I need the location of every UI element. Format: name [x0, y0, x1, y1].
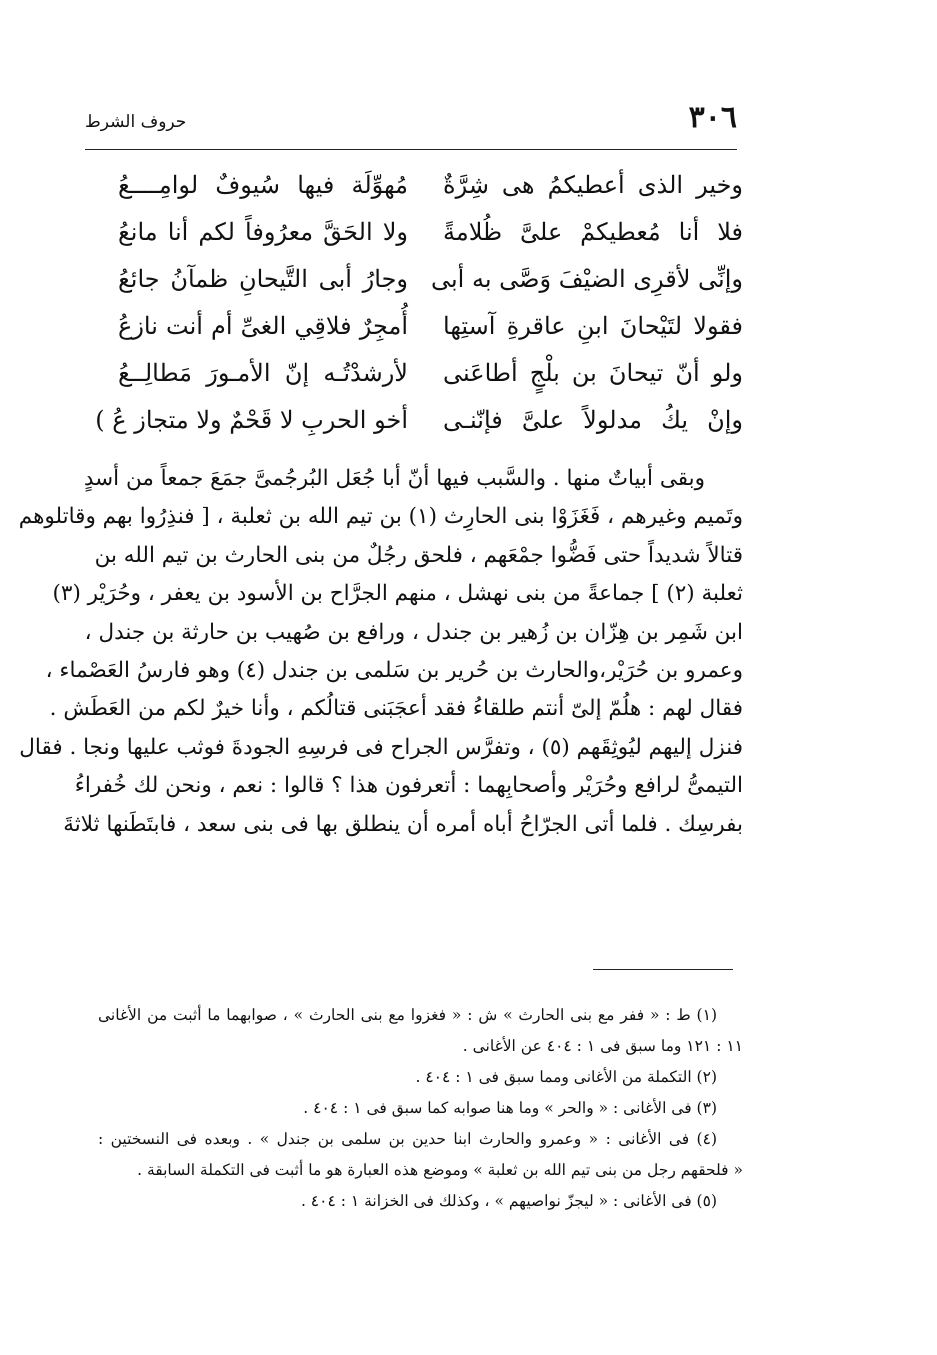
verse-second-hemistich: وجارُ أبى التَّيحانِ ظمآنُ جائعُ — [118, 265, 408, 293]
footnote-line: (٤) فى الأغانى : « وعمرو والحارث ابنا حدين بن سلمى بن جندل » . وبعده فى النسختين : — [98, 1130, 717, 1148]
verse — [98, 303, 743, 350]
paragraph-line: ثعلبة (٢) ] جماعةً من بنى نهشل ، منهم الجرَّاح بن الأسود بن يعفر ، وحُرَيْر (٣) — [52, 581, 743, 607]
footnote-line: « فلحقهم رجل من بنى تيم الله بن ثعلبة » وموضع هذه العبارة هو ما أثبت فى التكملة السابقة . — [137, 1161, 743, 1179]
verse — [98, 209, 743, 256]
paragraph-line: وعمرو بن حُرَيْر،والحارث بن حُرير بن سَلمى بن جندل (٤) وهو فارسُ العَصْماء ، — [45, 657, 743, 683]
verse-second-hemistich: أخو الحربِ لا قَحْمٌ ولا متجاز عُ ) — [95, 406, 408, 434]
verse-first-hemistich: وخير الذى أعطيكمُ هى شِرَّةٌ — [443, 171, 743, 199]
verse — [98, 350, 743, 397]
header-rule — [85, 149, 737, 150]
verse — [95, 397, 743, 444]
page-header — [85, 100, 737, 140]
paragraph-line: بفرسِك . فلما أتى الجرّاحُ أباه أمره أن ينطلق بها فى بنى سعد ، فابتَطَنها ثلاثةَ — [63, 811, 743, 837]
footnotes — [98, 1000, 743, 1217]
verse-second-hemistich: مُهوِّلَة فيها سُيوفٌ لوامِــــعُ — [118, 171, 408, 199]
paragraph-line: فنزل إليهم ليُوثِقَهم (٥) ، وتفرَّس الجراح فى فرسِهِ الجودةَ فوثب عليها ونجا . فقال — [19, 734, 743, 760]
footnote-rule — [593, 969, 733, 970]
paragraph-line: فقال لهم : هلُمّ إلىّ أنتم طلقاءُ فقد أعجَبَنى قتالُكم ، وأنا خيرٌ لكم من العَطَش . — [49, 696, 743, 722]
verse — [98, 256, 743, 303]
body-paragraph — [18, 460, 743, 844]
paragraph-line: ابن شَمِر بن هِزّان بن زُهير بن جندل ، ورافع بن صُهيب بن حارثة بن جندل ، — [84, 619, 743, 645]
footnote-line: (١) ط : « ففر مع بنى الحارث » ش : « فغزوا مع بنى الحارث » ، صوابهما ما أثبت من الأغانى — [98, 1006, 717, 1024]
verse-second-hemistich: أُمجِرٌ فلاقِي الغىِّ أم أنت نازعُ — [118, 312, 408, 340]
verse — [98, 162, 743, 209]
verse-first-hemistich: وإنْ يكُ مدلولاً علىَّ فإنّنـى — [443, 406, 743, 434]
poem-block — [95, 162, 743, 444]
paragraph-line: وبقى أبياتٌ منها . والسَّبب فيها أنّ أبا جُعَل البُرجُمىَّ جمَعَ جمعاً من أسدٍ — [83, 466, 705, 491]
page-number: ٣٠٦ — [688, 100, 737, 135]
verse-first-hemistich: وإنِّى لأقرِى الضيْفَ وَصَّى به أبى — [430, 265, 743, 293]
footnote-line: (٣) فى الأغانى : « والحر » وما هنا صوابه كما سبق فى ١ : ٤٠٤ . — [303, 1099, 717, 1117]
footnote-line: (٢) التكملة من الأغانى ومما سبق فى ١ : ٤٠٤ . — [415, 1068, 717, 1086]
paragraph-line: وتَميم وغيرهم ، فَغَزَوْا بنى الحارِث (١) بن تيم الله بن ثعلبة ، [ فنذِرُوا بهم وقاتلوهم — [18, 504, 743, 530]
verse-second-hemistich: لأرشدْتُـه إنّ الأمـورَ مَطالِــعُ — [118, 359, 408, 387]
paragraph-line: قتالاً شديداً حتى فَضُّوا جمْعَهم ، فلحق رجُلٌ من بنى الحارث بن تيم الله بن — [94, 542, 743, 568]
running-head: حروف الشرط — [85, 112, 187, 132]
footnote-line: (٥) فى الأغانى : « ليجزّ نواصيهم » ، وكذلك فى الخزانة ١ : ٤٠٤ . — [300, 1192, 717, 1210]
paragraph-line: التيمىُّ لرافع وحُرَيْر وأصحابِهما : أتعرفون هذا ؟ قالوا : نعم ، ونحن لك خُفراءُ — [74, 773, 743, 799]
verse-first-hemistich: فقولا لتَيْحانَ ابنِ عاقرةِ آستِها — [443, 312, 743, 340]
footnote-line: ١١ : ١٢١ وما سبق فى ١ : ٤٠٤ عن الأغانى . — [462, 1037, 743, 1055]
verse-first-hemistich: فلا أنا مُعطيكمْ علىَّ ظُلامةً — [443, 218, 743, 246]
verse-first-hemistich: ولو أنّ تيحانَ بن بلْجٍ أطاعَنى — [443, 359, 743, 387]
verse-second-hemistich: ولا الحَقَّ معرُوفاً لكم أنا مانعُ — [118, 218, 408, 246]
